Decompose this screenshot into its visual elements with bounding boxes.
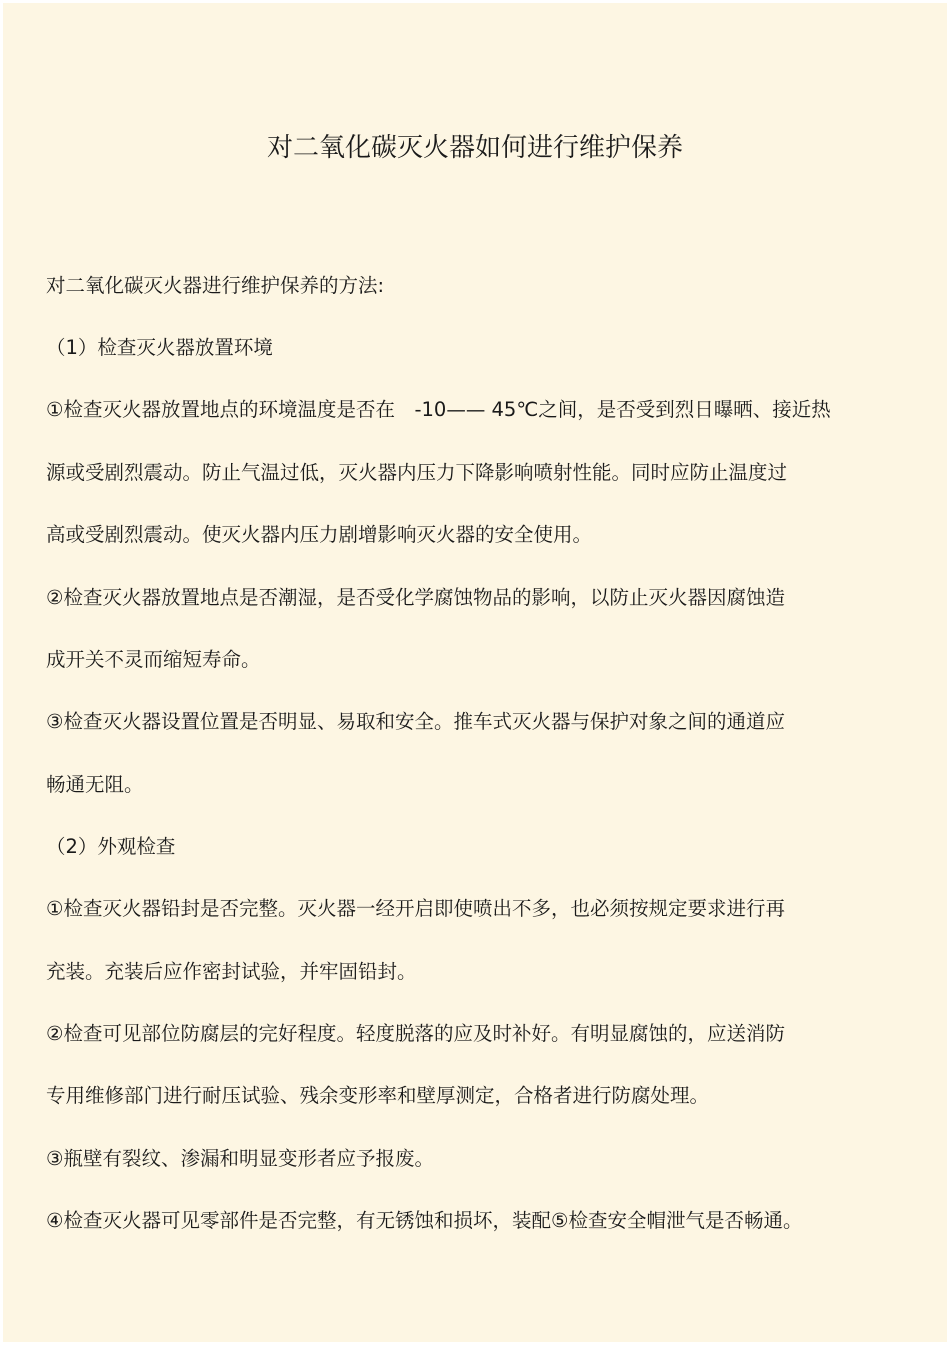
paragraph-line: 畅通无阻。 [46,773,144,796]
intro-line: 对二氧化碳灭火器进行维护保养的方法: [46,274,385,297]
paragraph-line: 源或受剧烈震动。防止气温过低，灭火器内压力下降影响喷射性能。同时应防止温度过 [46,461,788,484]
paragraph-line: 成开关不灵而缩短寿命。 [46,648,261,671]
paragraph-line: ④检查灭火器可见零部件是否完整，有无锈蚀和损坏，装配⑤检查安全帽泄气是否畅通。 [46,1209,803,1232]
document-title: 对二氧化碳灭火器如何进行维护保养 [266,133,683,163]
section-heading-1: （1）检查灭火器放置环境 [46,336,273,359]
paragraph-line: 专用维修部门进行耐压试验、残余变形率和壁厚测定，合格者进行防腐处理。 [46,1084,710,1107]
paragraph-line: ②检查可见部位防腐层的完好程度。轻度脱落的应及时补好。有明显腐蚀的，应送消防 [46,1022,785,1045]
paragraph-line: ③瓶壁有裂纹、渗漏和明显变形者应予报废。 [46,1147,434,1170]
document-page [3,3,947,1342]
paragraph-line: ①检查灭火器铅封是否完整。灭火器一经开启即使喷出不多，也必须按规定要求进行再 [46,897,785,920]
section-heading-2: （2）外观检查 [46,835,176,858]
paragraph-line: ①检查灭火器放置地点的环境温度是否在 -10—— 45℃之间，是否受到烈日曝晒、接近热 [46,398,831,421]
paragraph-line: 充装。充装后应作密封试验，并牢固铅封。 [46,960,417,983]
paragraph-line: ③检查灭火器设置位置是否明显、易取和安全。推车式灭火器与保护对象之间的通道应 [46,710,785,733]
paragraph-line: 高或受剧烈震动。使灭火器内压力剧增影响灭火器的安全使用。 [46,523,593,546]
paragraph-line: ②检查灭火器放置地点是否潮湿，是否受化学腐蚀物品的影响，以防止灭火器因腐蚀造 [46,586,785,609]
